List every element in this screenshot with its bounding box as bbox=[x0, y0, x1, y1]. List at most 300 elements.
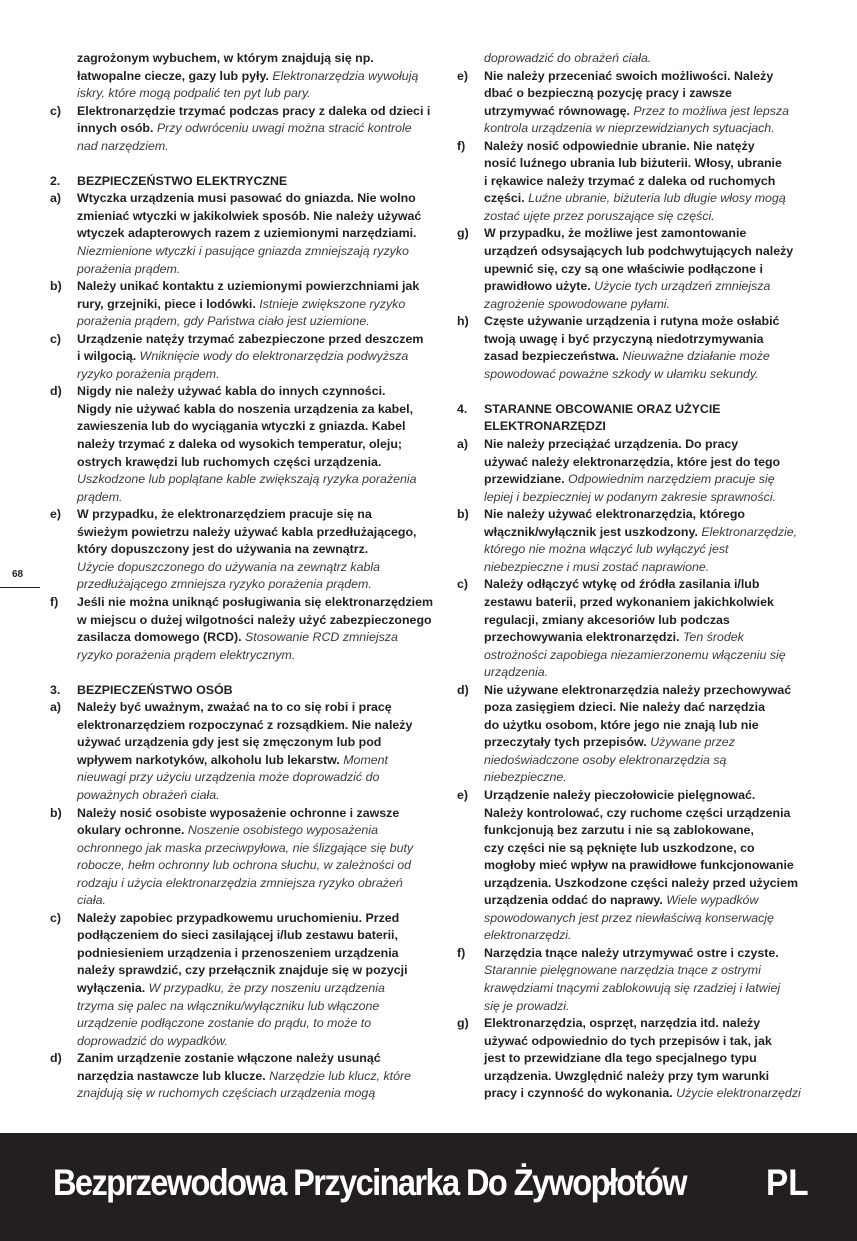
italic-explanation-text: Użycie tych urządzeń zmniejsza bbox=[590, 279, 771, 294]
line-content bbox=[77, 840, 413, 858]
list-marker bbox=[50, 734, 77, 752]
list-marker: 4. bbox=[457, 401, 468, 416]
bold-instruction-text: Wtyczka urządzenia musi pasować do gniazda. Nie wolno bbox=[77, 191, 416, 206]
list-marker bbox=[457, 734, 484, 752]
list-marker bbox=[457, 699, 484, 717]
line-content bbox=[484, 612, 730, 630]
italic-explanation-text: nieuwagi przy użyciu urządzenia może doprowadzić do bbox=[77, 770, 380, 785]
text-line bbox=[457, 1050, 811, 1068]
text-line bbox=[50, 418, 435, 436]
list-marker bbox=[50, 1085, 77, 1103]
italic-explanation-text: trzyma się palec na włączniku/wyłączniku lub włączone bbox=[77, 998, 380, 1013]
text-line bbox=[50, 734, 435, 752]
bold-instruction-text: utrzymywać równowagę. bbox=[484, 103, 630, 118]
text-line bbox=[457, 524, 811, 542]
bold-instruction-text: przeczytały tych przepisów. bbox=[484, 735, 647, 750]
line-content bbox=[77, 559, 380, 577]
line-content bbox=[484, 506, 745, 524]
text-line bbox=[457, 699, 811, 717]
list-marker bbox=[457, 471, 484, 489]
text-line bbox=[50, 717, 435, 735]
list-marker bbox=[50, 576, 77, 594]
list-marker bbox=[457, 85, 484, 103]
bold-instruction-text: przechowywania elektronarzędzi. bbox=[484, 630, 680, 645]
bold-instruction-text: urządzenia. Uwzględnić należy przy tym warunki bbox=[484, 1068, 770, 1083]
text-line bbox=[457, 506, 811, 524]
bold-instruction-text: okulary ochronne. bbox=[77, 823, 185, 838]
line-content bbox=[484, 1033, 772, 1051]
text-line bbox=[50, 208, 435, 226]
text-line bbox=[50, 752, 435, 770]
bold-instruction-text: Zanim urządzenie zostanie włączone należy usunąć bbox=[77, 1051, 381, 1066]
list-marker bbox=[50, 313, 77, 331]
list-marker: c) bbox=[50, 103, 62, 118]
line-content bbox=[484, 120, 775, 138]
list-marker: a) bbox=[50, 191, 62, 206]
text-line bbox=[50, 892, 435, 910]
bold-instruction-text: i wilgocią. bbox=[77, 349, 137, 364]
list-marker bbox=[50, 261, 77, 279]
bold-instruction-text: wtyczek adapterowych razem z uziemionymi narzędziami. bbox=[77, 226, 417, 241]
italic-explanation-text: zagrożenie spowodowane pyłami. bbox=[484, 296, 670, 311]
list-marker bbox=[457, 927, 484, 945]
bold-instruction-text: który dopuszczony jest do używania na zewnątrz. bbox=[77, 542, 369, 557]
bold-instruction-text: Należy zapobiec przypadkowemu uruchomieniu. Przed bbox=[77, 910, 400, 925]
list-marker bbox=[457, 664, 484, 682]
italic-explanation-text: którego nie można włączyć lub wyłączyć jest bbox=[484, 542, 729, 557]
line-content bbox=[77, 120, 412, 138]
line-content bbox=[77, 945, 399, 963]
list-marker bbox=[50, 717, 77, 735]
text-line bbox=[457, 998, 811, 1016]
italic-explanation-text: Wniknięcie wody do elektronarzędzia podwyższa bbox=[136, 349, 409, 364]
bold-instruction-text: Nigdy nie używać kabla do noszenia urządzenia za kabel, bbox=[77, 401, 414, 416]
text-line bbox=[50, 1050, 435, 1068]
line-content bbox=[77, 68, 418, 86]
line-content bbox=[484, 471, 775, 489]
bold-instruction-text: Jeśli nie można uniknąć posługiwania się elektronarzędziem bbox=[77, 594, 434, 609]
italic-explanation-text: niebezpieczne. bbox=[484, 770, 567, 785]
list-marker bbox=[50, 647, 77, 665]
list-marker bbox=[50, 454, 77, 472]
bold-instruction-text: należy trzymać z daleka od wysokich temperatur, oleju; bbox=[77, 437, 403, 452]
text-line bbox=[457, 822, 811, 840]
list-marker bbox=[457, 875, 484, 893]
line-content bbox=[484, 664, 548, 682]
bold-instruction-text: STARANNE OBCOWANIE ORAZ UŻYCIE bbox=[484, 401, 721, 416]
italic-explanation-text: Elektronarzędzie, bbox=[697, 524, 798, 539]
text-line bbox=[457, 366, 811, 384]
list-marker bbox=[457, 331, 484, 349]
list-marker bbox=[50, 208, 77, 226]
text-line bbox=[457, 173, 811, 191]
line-content bbox=[484, 594, 774, 612]
line-content bbox=[484, 541, 728, 559]
page-number: 68 bbox=[12, 569, 24, 580]
bold-instruction-text: należy sprawdzić, czy przełącznik znajduje się w pozycji bbox=[77, 963, 408, 978]
bold-instruction-text: elektronarzędziem rozpoczynać z rozsądkiem. Nie należy bbox=[77, 717, 413, 732]
text-line bbox=[457, 401, 811, 419]
bold-instruction-text: wyłączenia. bbox=[77, 980, 146, 995]
italic-explanation-text: spowodowanych jest przez niewłaściwą konserwację bbox=[484, 910, 774, 925]
text-line bbox=[457, 1068, 811, 1086]
line-content bbox=[484, 225, 746, 243]
bold-instruction-text: rury, grzejniki, piece i lodówki. bbox=[77, 296, 256, 311]
bold-instruction-text: Nie należy używać elektronarzędzia, którego bbox=[484, 507, 745, 522]
line-content bbox=[484, 103, 789, 121]
list-marker bbox=[50, 752, 77, 770]
text-line bbox=[457, 910, 811, 928]
line-content bbox=[77, 348, 408, 366]
line-content bbox=[77, 805, 399, 823]
text-line bbox=[457, 629, 811, 647]
line-content bbox=[484, 190, 786, 208]
italic-explanation-text: kontrola urządzenia w nieprzewidzianych sytuacjach. bbox=[484, 121, 775, 136]
line-content bbox=[77, 524, 416, 542]
line-content bbox=[77, 594, 433, 612]
bold-instruction-text: Narzędzia tnące należy utrzymywać ostre i czyste. bbox=[484, 945, 779, 960]
list-marker bbox=[50, 401, 77, 419]
list-marker bbox=[457, 962, 484, 980]
italic-explanation-text: Luźne ubranie, biżuteria lub długie włosy mogą bbox=[524, 191, 786, 206]
line-content bbox=[77, 927, 398, 945]
line-content bbox=[77, 225, 416, 243]
italic-explanation-text: Nieuważne działanie może bbox=[618, 349, 770, 364]
text-line bbox=[457, 120, 811, 138]
list-marker: f) bbox=[457, 945, 466, 960]
line-content bbox=[484, 313, 779, 331]
bold-instruction-text: jest to przewidziane dla tego specjalnego typu bbox=[484, 1051, 757, 1066]
italic-explanation-text: przedłużającego zmniejsza ryzyko porażenia prądem. bbox=[77, 577, 372, 592]
bold-instruction-text: łatwopalne ciecze, gazy lub pyły. bbox=[77, 68, 269, 83]
line-content bbox=[484, 401, 721, 419]
list-marker: c) bbox=[457, 577, 469, 592]
text-line bbox=[457, 436, 811, 454]
list-marker bbox=[50, 962, 77, 980]
italic-explanation-text: spowodować poważne szkody w ułamku sekundy. bbox=[484, 366, 759, 381]
list-marker bbox=[50, 138, 77, 156]
list-marker bbox=[50, 1068, 77, 1086]
line-content bbox=[77, 612, 432, 630]
italic-explanation-text: nad narzędziem. bbox=[77, 138, 169, 153]
list-marker: e) bbox=[50, 507, 62, 522]
list-marker bbox=[50, 541, 77, 559]
line-content bbox=[77, 875, 403, 893]
bold-instruction-text: wpływem narkotyków, alkoholu lub lekarstw. bbox=[77, 752, 340, 767]
list-marker: h) bbox=[457, 314, 469, 329]
list-marker bbox=[457, 454, 484, 472]
text-line bbox=[457, 594, 811, 612]
line-content bbox=[77, 85, 311, 103]
line-content bbox=[77, 629, 398, 647]
italic-explanation-text: krawędziami tnącymi zablokowują się rzadziej i łatwiej bbox=[484, 980, 781, 995]
text-line bbox=[457, 261, 811, 279]
paragraph-gap bbox=[50, 664, 435, 682]
text-line bbox=[457, 717, 811, 735]
bold-instruction-text: regulacji, zmiany akcesoriów lub podczas bbox=[484, 612, 730, 627]
text-line bbox=[457, 734, 811, 752]
list-marker: b) bbox=[50, 805, 62, 820]
text-line bbox=[457, 1033, 811, 1051]
line-content bbox=[77, 383, 385, 401]
list-marker bbox=[457, 348, 484, 366]
line-content bbox=[484, 50, 651, 68]
line-content bbox=[484, 787, 755, 805]
left-text-column bbox=[50, 50, 435, 1103]
bold-instruction-text: Nie należy przeceniać swoich możliwości. Należy bbox=[484, 68, 774, 83]
text-line bbox=[50, 559, 435, 577]
line-content bbox=[77, 103, 430, 121]
line-content bbox=[77, 401, 413, 419]
text-line bbox=[457, 682, 811, 700]
bold-instruction-text: do użytku osobom, które jego nie znają lub nie bbox=[484, 717, 759, 732]
italic-explanation-text: Wiele wypadków bbox=[662, 893, 759, 908]
list-marker bbox=[50, 524, 77, 542]
line-content bbox=[77, 910, 399, 928]
text-line bbox=[50, 822, 435, 840]
list-marker bbox=[50, 892, 77, 910]
bold-instruction-text: Należy być uważnym, zważać na to co się robi i pracę bbox=[77, 700, 392, 715]
italic-explanation-text: niedoświadczone osoby elektronarzędzia są bbox=[484, 752, 727, 767]
line-content bbox=[77, 1015, 371, 1033]
line-content bbox=[77, 506, 372, 524]
bold-instruction-text: Należy nosić osobiste wyposażenie ochronne i zawsze bbox=[77, 805, 400, 820]
text-line bbox=[50, 401, 435, 419]
list-marker bbox=[457, 418, 484, 436]
list-marker bbox=[50, 559, 77, 577]
text-line bbox=[50, 138, 435, 156]
bold-instruction-text: czy części nie są pęknięte lub uszkodzone, co bbox=[484, 840, 755, 855]
line-content bbox=[77, 366, 220, 384]
line-content bbox=[484, 892, 758, 910]
text-line bbox=[50, 366, 435, 384]
text-line bbox=[50, 436, 435, 454]
text-line bbox=[457, 418, 811, 436]
line-content bbox=[77, 541, 368, 559]
line-content bbox=[484, 524, 797, 542]
list-marker: a) bbox=[457, 437, 469, 452]
text-line bbox=[457, 612, 811, 630]
text-line bbox=[50, 313, 435, 331]
list-marker bbox=[50, 945, 77, 963]
list-marker bbox=[50, 120, 77, 138]
list-marker bbox=[457, 892, 484, 910]
paragraph-gap bbox=[457, 383, 811, 401]
text-line bbox=[457, 278, 811, 296]
list-marker bbox=[457, 173, 484, 191]
list-marker bbox=[50, 998, 77, 1016]
text-line bbox=[50, 945, 435, 963]
bold-instruction-text: ostrych krawędzi lub ruchomych części urządzenia. bbox=[77, 454, 382, 469]
line-content bbox=[484, 840, 755, 858]
text-line bbox=[457, 243, 811, 261]
list-marker bbox=[50, 85, 77, 103]
line-content bbox=[77, 857, 411, 875]
text-line bbox=[457, 769, 811, 787]
line-content bbox=[484, 454, 780, 472]
text-line bbox=[457, 103, 811, 121]
line-content bbox=[484, 296, 670, 314]
line-content bbox=[77, 962, 408, 980]
bold-instruction-text: W przypadku, że elektronarzędziem pracuje się na bbox=[77, 507, 372, 522]
right-text-column bbox=[457, 50, 811, 1103]
list-marker: d) bbox=[50, 384, 62, 399]
list-marker bbox=[50, 1015, 77, 1033]
text-line bbox=[50, 998, 435, 1016]
line-content bbox=[484, 1015, 760, 1033]
text-line bbox=[457, 348, 811, 366]
italic-explanation-text: Uszkodzone lub poplątane kable zwiększają ryzyka porażenia bbox=[77, 472, 417, 487]
line-content bbox=[77, 278, 419, 296]
line-content bbox=[77, 436, 402, 454]
text-line bbox=[457, 875, 811, 893]
text-line bbox=[50, 594, 435, 612]
italic-explanation-text: Użycie elektronarzędzi bbox=[672, 1086, 801, 1101]
text-line bbox=[457, 313, 811, 331]
line-content bbox=[77, 313, 370, 331]
text-line bbox=[50, 243, 435, 261]
text-line bbox=[457, 454, 811, 472]
list-marker bbox=[50, 296, 77, 314]
italic-explanation-text: porażenia prądem. bbox=[77, 261, 181, 276]
italic-explanation-text: poważnych obrażeń ciała. bbox=[77, 787, 220, 802]
line-content bbox=[77, 138, 169, 156]
text-line bbox=[457, 225, 811, 243]
list-marker bbox=[457, 717, 484, 735]
italic-explanation-text: Użycie dopuszczonego do używania na zewnątrz kabla bbox=[77, 559, 381, 574]
bold-instruction-text: innych osób. bbox=[77, 121, 154, 136]
italic-explanation-text: Stosowanie RCD zmniejsza bbox=[241, 630, 398, 645]
line-content bbox=[484, 278, 770, 296]
bold-instruction-text: używać należy elektronarzędzia, które jest do tego bbox=[484, 454, 781, 469]
line-content bbox=[77, 682, 233, 700]
text-line bbox=[457, 541, 811, 559]
list-marker: 2. bbox=[50, 173, 61, 188]
italic-explanation-text: iskry, które mogą podpalić ten pyt lub pary. bbox=[77, 86, 311, 101]
text-line bbox=[457, 945, 811, 963]
list-marker bbox=[50, 489, 77, 507]
bold-instruction-text: zawieszenia lub do wyciągania wtyczki z gniazda. Kabel bbox=[77, 419, 406, 434]
bold-instruction-text: urządzenia oddać do naprawy. bbox=[484, 893, 663, 908]
text-line bbox=[50, 629, 435, 647]
line-content bbox=[77, 261, 180, 279]
bold-instruction-text: używać urządzenia gdy jest się zmęczonym lub pod bbox=[77, 735, 382, 750]
text-line bbox=[50, 261, 435, 279]
line-content bbox=[484, 682, 791, 700]
text-line bbox=[50, 331, 435, 349]
bold-instruction-text: i rękawice należy trzymać z daleka od ruchomych bbox=[484, 173, 776, 188]
line-content bbox=[484, 629, 744, 647]
line-content bbox=[77, 699, 392, 717]
list-marker: f) bbox=[457, 138, 466, 153]
text-line bbox=[50, 489, 435, 507]
italic-explanation-text: Istnieje zwiększone ryzyko bbox=[255, 296, 406, 311]
italic-explanation-text: Elektronarzędzia wywołują bbox=[268, 68, 419, 83]
text-line bbox=[50, 875, 435, 893]
list-marker bbox=[457, 910, 484, 928]
line-content bbox=[484, 1068, 769, 1086]
italic-explanation-text: urządzenia. bbox=[484, 665, 549, 680]
bold-instruction-text: Należy unikać kontaktu z uziemionymi powierzchniami jak bbox=[77, 279, 420, 294]
list-marker bbox=[457, 857, 484, 875]
bold-instruction-text: zmieniać wtyczki w jakikolwiek sposób. Nie należy używać bbox=[77, 208, 422, 223]
text-line bbox=[50, 190, 435, 208]
italic-explanation-text: się je prowadzi. bbox=[484, 998, 570, 1013]
line-content bbox=[484, 857, 794, 875]
text-line bbox=[50, 506, 435, 524]
line-content bbox=[77, 418, 405, 436]
line-content bbox=[77, 752, 388, 770]
text-line bbox=[50, 699, 435, 717]
line-content bbox=[484, 910, 774, 928]
list-marker bbox=[50, 927, 77, 945]
list-marker: g) bbox=[457, 1016, 469, 1031]
line-content bbox=[484, 348, 770, 366]
line-content bbox=[77, 331, 423, 349]
text-line bbox=[457, 68, 811, 86]
line-content bbox=[77, 576, 372, 594]
bold-instruction-text: dbać o bezpieczną pozycję pracy i zawsze bbox=[484, 86, 732, 101]
list-marker bbox=[457, 1068, 484, 1086]
list-marker bbox=[50, 787, 77, 805]
list-marker bbox=[50, 629, 77, 647]
line-content bbox=[484, 243, 793, 261]
text-line bbox=[50, 50, 435, 68]
line-content bbox=[484, 699, 765, 717]
bold-instruction-text: zasad bezpieczeństwa. bbox=[484, 349, 619, 364]
italic-explanation-text: znajdują się w ruchomych częściach urządzenia mogą bbox=[77, 1086, 376, 1101]
text-line bbox=[50, 85, 435, 103]
line-content bbox=[77, 1085, 375, 1103]
text-line bbox=[50, 1068, 435, 1086]
text-line bbox=[50, 682, 435, 700]
text-line bbox=[50, 68, 435, 86]
list-marker: b) bbox=[50, 279, 62, 294]
line-content bbox=[77, 1033, 228, 1051]
line-content bbox=[484, 85, 732, 103]
text-line bbox=[50, 612, 435, 630]
list-marker bbox=[457, 822, 484, 840]
list-marker bbox=[457, 998, 484, 1016]
footer-title: Bezprzewodowa Przycinarka Do Żywopłotów bbox=[53, 1162, 686, 1203]
list-marker bbox=[457, 120, 484, 138]
text-line bbox=[457, 208, 811, 226]
bold-instruction-text: BEZPIECZEŃSTWO ELEKTRYCZNE bbox=[77, 173, 288, 188]
italic-explanation-text: porażenia prądem, gdy Państwa ciało jest uziemione. bbox=[77, 314, 370, 329]
line-content bbox=[77, 296, 405, 314]
italic-explanation-text: ryzyko porażenia prądem. bbox=[77, 366, 220, 381]
list-marker bbox=[457, 840, 484, 858]
text-line bbox=[50, 173, 435, 191]
line-content bbox=[77, 489, 122, 507]
bold-instruction-text: Nie należy przeciążać urządzenia. Do pracy bbox=[484, 437, 739, 452]
bold-instruction-text: Urządzenie natęży trzymać zabezpieczone przed deszczem bbox=[77, 331, 424, 346]
italic-explanation-text: lepiej i bezpieczniej w podanym zakresie sprawności. bbox=[484, 489, 777, 504]
line-content bbox=[77, 734, 381, 752]
list-marker: c) bbox=[50, 331, 62, 346]
line-content bbox=[484, 962, 761, 980]
italic-explanation-text: Niezmienione wtyczki i pasujące gniazda zmniejszają ryzyko bbox=[77, 244, 409, 259]
text-line bbox=[50, 225, 435, 243]
list-marker bbox=[50, 243, 77, 261]
line-content bbox=[77, 243, 409, 261]
text-line bbox=[50, 278, 435, 296]
text-line bbox=[50, 103, 435, 121]
text-line bbox=[50, 1015, 435, 1033]
text-line bbox=[50, 857, 435, 875]
list-marker bbox=[457, 612, 484, 630]
line-content bbox=[484, 945, 779, 963]
